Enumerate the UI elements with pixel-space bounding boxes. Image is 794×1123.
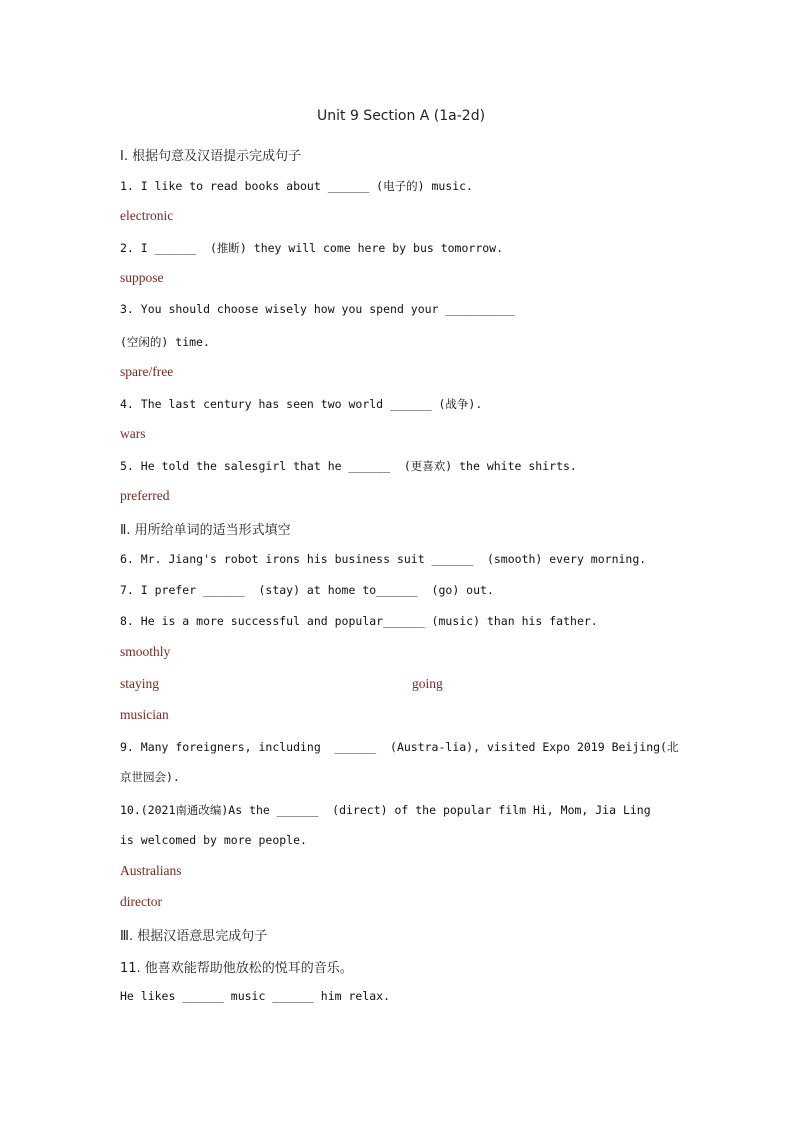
question-11: 11. 他喜欢能帮助他放松的悦耳的音乐。 — [120, 961, 353, 976]
question-3-continued: (空闲的) time. — [120, 335, 210, 349]
answer-7a: staying — [120, 676, 159, 691]
answer-8: musician — [120, 707, 169, 722]
answer-4: wars — [120, 426, 146, 441]
question-4: 4. The last century has seen two world ______ (战争). — [120, 397, 483, 411]
question-6: 6. Mr. Jiang's robot irons his business suit ______ (smooth) every morning. — [120, 552, 647, 566]
answer-6: smoothly — [120, 644, 171, 659]
question-9-continued: 京世园会). — [120, 770, 180, 784]
question-8: 8. He is a more successful and popular______ (music) than his father. — [120, 614, 598, 628]
answer-3: spare/free — [120, 364, 174, 379]
question-1: 1. I like to read books about ______ (电子的) music. — [120, 179, 473, 193]
section-heading-1: Ⅰ. 根据句意及汉语提示完成句子 — [120, 149, 302, 164]
answer-7b: going — [412, 676, 443, 691]
question-5: 5. He told the salesgirl that he ______ (更喜欢) the white shirts. — [120, 459, 577, 473]
question-10: 10.(2021南通改编)As the ______ (direct) of the popular film Hi, Mom, Jia Ling — [120, 803, 651, 817]
answer-5: preferred — [120, 488, 170, 503]
answer-1: electronic — [120, 208, 174, 223]
question-3: 3. You should choose wisely how you spend your __________ — [120, 302, 515, 316]
question-2: 2. I ______ (推断) they will come here by bus tomorrow. — [120, 241, 504, 255]
page-title: Unit 9 Section A (1a-2d) — [317, 108, 486, 124]
answer-9: Australians — [120, 863, 182, 878]
section-heading-2: Ⅱ. 用所给单词的适当形式填空 — [120, 523, 291, 538]
question-7: 7. I prefer ______ (stay) at home to______ (go) out. — [120, 583, 494, 597]
answer-2: suppose — [120, 270, 164, 285]
section-heading-3: Ⅲ. 根据汉语意思完成句子 — [120, 929, 268, 944]
answer-10: director — [120, 894, 162, 909]
question-9: 9. Many foreigners, including ______ (Austra-lia), visited Expo 2019 Beijing(北 — [120, 740, 679, 754]
question-10-continued: is welcomed by more people. — [120, 833, 307, 847]
question-11-english: He likes ______ music ______ him relax. — [120, 989, 391, 1003]
